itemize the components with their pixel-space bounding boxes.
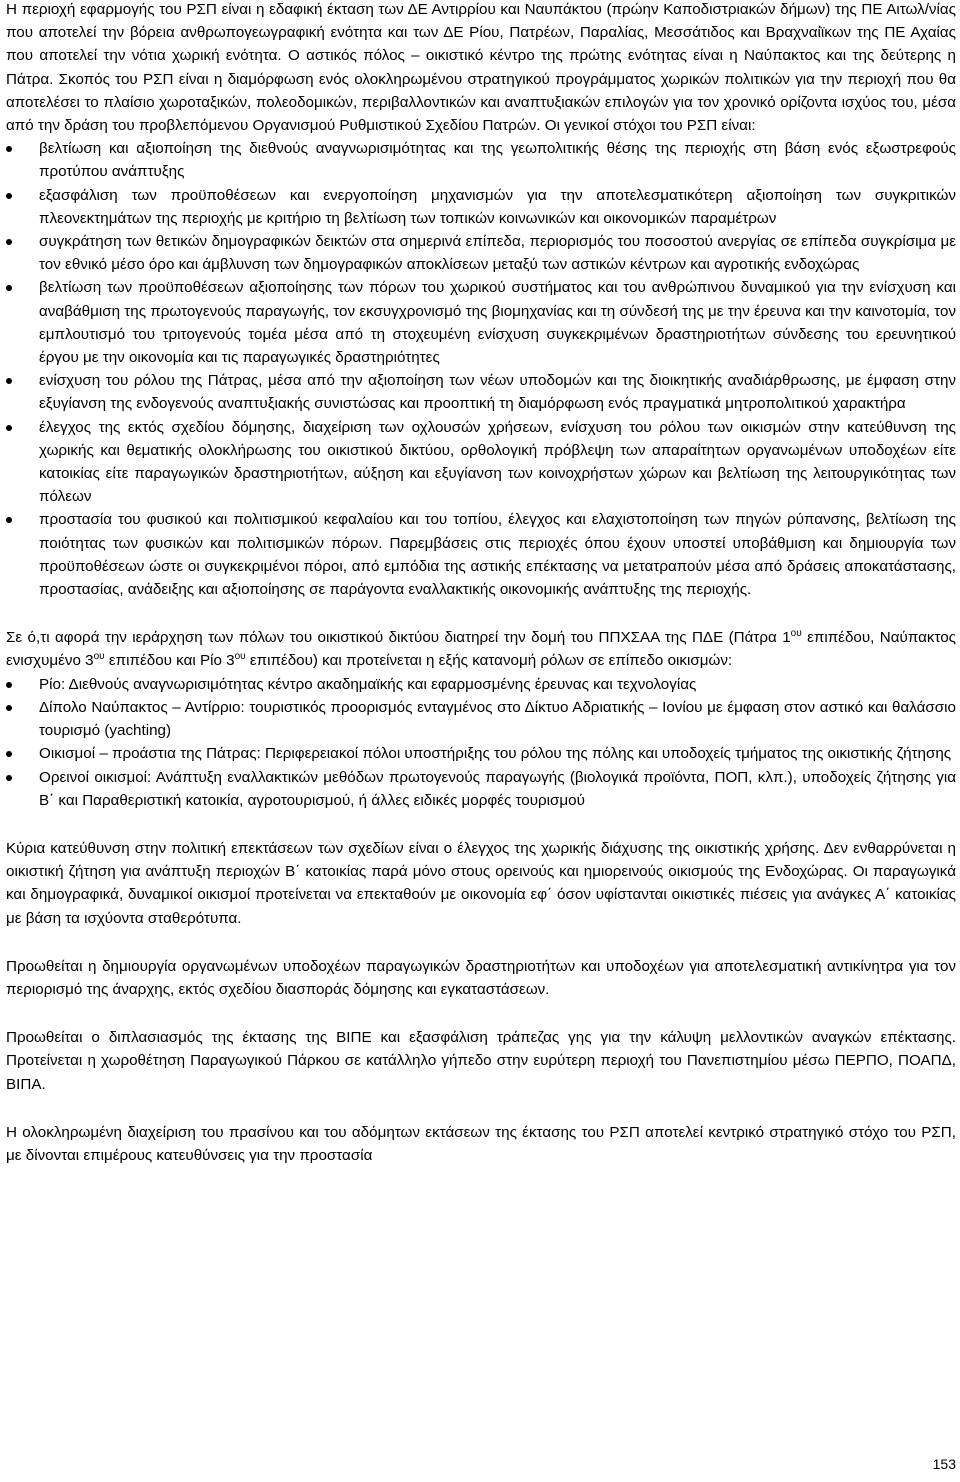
list-item: Οικισμοί – προάστια της Πάτρας: Περιφερειακοί πόλοι υποστήριξης του ρόλου της πόλης και υποδοχείς τμήματος της οικιστικής ζήτησης: [6, 742, 956, 765]
bullet-icon: [6, 285, 12, 291]
intro-paragraph: Η περιοχή εφαρμογής του ΡΣΠ είναι η εδαφική έκταση των ΔΕ Αντιρρίου και Ναυπάκτου (πρώην Καποδιστριακών δήμων) της ΠΕ Αιτωλ/νίας που αποτελεί την βόρεια ανθρωπογεωγραφική ενότητα και των ΔΕ Ρίου, Πατρέων, Παραλίας, Μεσσάτιδος και Βραχναίϊκων της ΠΕ Αχαίας που αποτελεί την νότια χωρική ενότητα. Ο αστικός πόλος – οικιστικό κέντρο της πρώτης ενότητας είναι η Ναύπακτος και της δεύτερης η Πάτρα. Σκοπός του ΡΣΠ είναι η διαμόρφωση ενός ολοκληρωμένου στρατηγικού προγράμματος χωρικών πολιτικών για την περιοχή που θα αποτελέσει το πλαίσιο χωροταξικών, πολεοδομικών, περιβαλλοντικών και αναπτυξιακών επιλογών για τον χρονικό ορίζοντα ισχύος του, μέσα από την δράση του προβλεπόμενου Οργανισμού Ρυθμιστικού Σχεδίου Πατρών. Οι γενικοί στόχοι του ΡΣΠ είναι:: [6, 1, 956, 135]
document-page: [6, 0, 956, 1167]
hierarchy-paragraph: Σε ό,τι αφορά την ιεράρχηση των πόλων του οικιστικού δικτύου διατηρεί την δομή του ΠΠΧΣΑΑ της ΠΔΕ (Πάτρα $1^{o\upsilon}$ επιπέδου, Ναύπακτος ενισχυμένο $3^{o\upsilon}$ επιπέδου και Ρίο $3^{o\upsilon}$ επιπέδου) και προτείνεται η εξής κατανομή ρόλων σε επίπεδο οικισμών:: [6, 628, 957, 670]
industrial-area-paragraph: Προωθείται ο διπλασιασμός της έκτασης της ΒΙΠΕ και εξασφάλιση τράπεζας γης για την κάλυψη μελλοντικών αναγκών επέκτασης. Προτείνεται η χωροθέτηση Παραγωγικού Πάρκου σε κατάλληλο γήπεδο στην ευρύτερη περιοχή του Πανεπιστημίου μέσω ΠΕΡΠΟ, ΠΟΑΠΔ, ΒΙΠΑ.: [6, 1029, 956, 1093]
bullet-icon: [6, 751, 12, 757]
list-item: Δίπολο Ναύπακτος – Αντίρριο: τουριστικός προορισμός ενταγμένος στο Δίκτυο Αδριατικής – Ιονίου με έμφαση στον αστικό και θαλάσσιο τουρισμό (yachting): [6, 696, 956, 742]
list-item: προστασία του φυσικού και πολιτισμικού κεφαλαίου και του τοπίου, έλεγχος και ελαχιστοποίηση των πηγών ρύπανσης, βελτίωση της ποιότητας των φυσικών και πολιτισμικών πόρων. Παρεμβάσεις στις περιοχές όπου έχουν υποστεί υποβάθμιση και δημιουργία των προϋποθέσεων ώστε οι συγκεκριμένοι πόροι, από εμπόδια της αστικής επέκτασης να μετατραπούν μέσα από δράσεις αποκατάστασης, προστασίας, ανάδειξης και αξιοποίησης σε παράγοντα εναλλακτικής οικονομικής ανάπτυξης της περιοχής.: [6, 508, 956, 601]
list-item: Ορεινοί οικισμοί: Ανάπτυξη εναλλακτικών μεθόδων πρωτογενούς παραγωγής (βιολογικά προϊόντα, ΠΟΠ, κλπ.), υποδοχείς ζήτησης για Β΄ και Παραθεριστική κατοικία, αγροτουρισμού, ή άλλες ειδικές μορφές τουρισμού: [6, 766, 956, 812]
bullet-icon: [6, 517, 12, 523]
bullet-icon: [6, 239, 12, 245]
list-item: βελτίωση και αξιοποίηση της διεθνούς αναγνωρισιμότητας και της γεωπολιτικής θέσης της περιοχής στη βάση ενός εξωστρεφούς προτύπου ανάπτυξης: [6, 137, 956, 183]
bullet-icon: [6, 775, 12, 781]
page-number: 153: [932, 1456, 956, 1472]
green-space-paragraph: Η ολοκληρωμένη διαχείριση του πρασίνου και του αδόμητων εκτάσεων της έκτασης του ΡΣΠ αποτελεί κεντρικό στρατηγικό στόχο του ΡΣΠ, με δίνονται επιμέρους κατευθύνσεις για την προστασία: [6, 1123, 956, 1164]
bullet-icon: [6, 705, 12, 711]
list-item: εξασφάλιση των προϋποθέσεων και ενεργοποίηση μηχανισμών για την αποτελεσματικότερη αξιοποίηση των συγκριτικών πλεονεκτημάτων της περιοχής με κριτήριο τη βελτίωση των τοπικών κοινωνικών και οικονομικών παραμέτρων: [6, 184, 956, 230]
list-item: Ρίο: Διεθνούς αναγνωρισιμότητας κέντρο ακαδημαϊκής και εφαρμοσμένης έρευνας και τεχνολογίας: [6, 673, 956, 696]
list-item: βελτίωση των προϋποθέσεων αξιοποίησης των πόρων του χωρικού συστήματος και του ανθρώπινου δυναμικού για την ενίσχυση και αναβάθμιση της πρωτογενούς παραγωγής, τον εκσυγχρονισμό της βιομηχανίας και τη σύνδεσή της με την έρευνα και την καινοτομία, τον εμπλουτισμό του τριτογενούς τομέα μέσα από τη στοχευμένη ενίσχυση συγκεκριμένων δραστηριοτήτων σύνδεσης του ερευνητικού έργου με την οικονομία και τις παραγωγικές δραστηριότητες: [6, 276, 956, 369]
bullet-icon: [6, 146, 12, 152]
general-goals-list: [6, 137, 956, 601]
list-item: ενίσχυση του ρόλου της Πάτρας, μέσα από την αξιοποίηση των νέων υποδομών και της διοικητικής αναδιάρθρωσης, με έμφαση στην εξυγίανση της ενδογενούς αναπτυξιακής συνιστώσας και προοπτική τη διαμόρφωση ενός πραγματικά μητροπολιτικού χαρακτήρα: [6, 369, 956, 415]
bullet-icon: [6, 682, 12, 688]
productive-hubs-paragraph: Προωθείται η δημιουργία οργανωμένων υποδοχέων παραγωγικών δραστηριοτήτων και υποδοχέων για αποτελεσματική αντικίνητρα για τον περιορισμό της άναρχης, εκτός σχεδίου διασποράς δόμησης και εγκαταστάσεων.: [6, 957, 956, 998]
bullet-icon: [6, 193, 12, 199]
bullet-icon: [6, 425, 12, 431]
settlement-roles-list: [6, 673, 956, 812]
expansion-policy-paragraph: Κύρια κατεύθυνση στην πολιτική επεκτάσεων των σχεδίων είναι ο έλεγχος της χωρικής διάχυσης της οικιστικής χρήσης. Δεν ενθαρρύνεται η οικιστική ζήτηση για ανάπτυξη περιοχών Β΄ κατοικίας παρά μόνο στους ορεινούς και ημιορεινούς οικισμούς της Ενδοχώρας. Οι παραγωγικά και δημογραφικά, δυναμικοί οικισμοί προτείνεται να επεκταθούν με οικονομία εφ΄ όσον υφίστανται οικιστικές πιέσεις για ανάγκες Α΄ κατοικίας με βάση τα ισχύοντα σταθερότυπα.: [6, 839, 956, 927]
list-item: έλεγχος της εκτός σχεδίου δόμησης, διαχείριση των οχλουσών χρήσεων, ενίσχυση του ρόλου των οικισμών στην κατεύθυνση της χωρικής και θεματικής ολοκλήρωσης του οικιστικού δικτύου, ορθολογική πρόβλεψη των απαραίτητων οργανωμένων υποδοχέων είτε κατοικίας είτε παραγωγικών δραστηριοτήτων, αύξηση και εξυγίανση των κοινοχρήστων χώρων και βελτίωση της λειτουργικότητας των πόλεων: [6, 416, 956, 509]
list-item: συγκράτηση των θετικών δημογραφικών δεικτών στα σημερινά επίπεδα, περιορισμός του ποσοστού ανεργίας σε επίπεδα συγκρίσιμα με τον εθνικό μέσο όρο και άμβλυνση των δημογραφικών αποκλίσεων μεταξύ των αστικών κέντρων και αγροτικής ενδοχώρας: [6, 230, 956, 276]
bullet-icon: [6, 378, 12, 384]
